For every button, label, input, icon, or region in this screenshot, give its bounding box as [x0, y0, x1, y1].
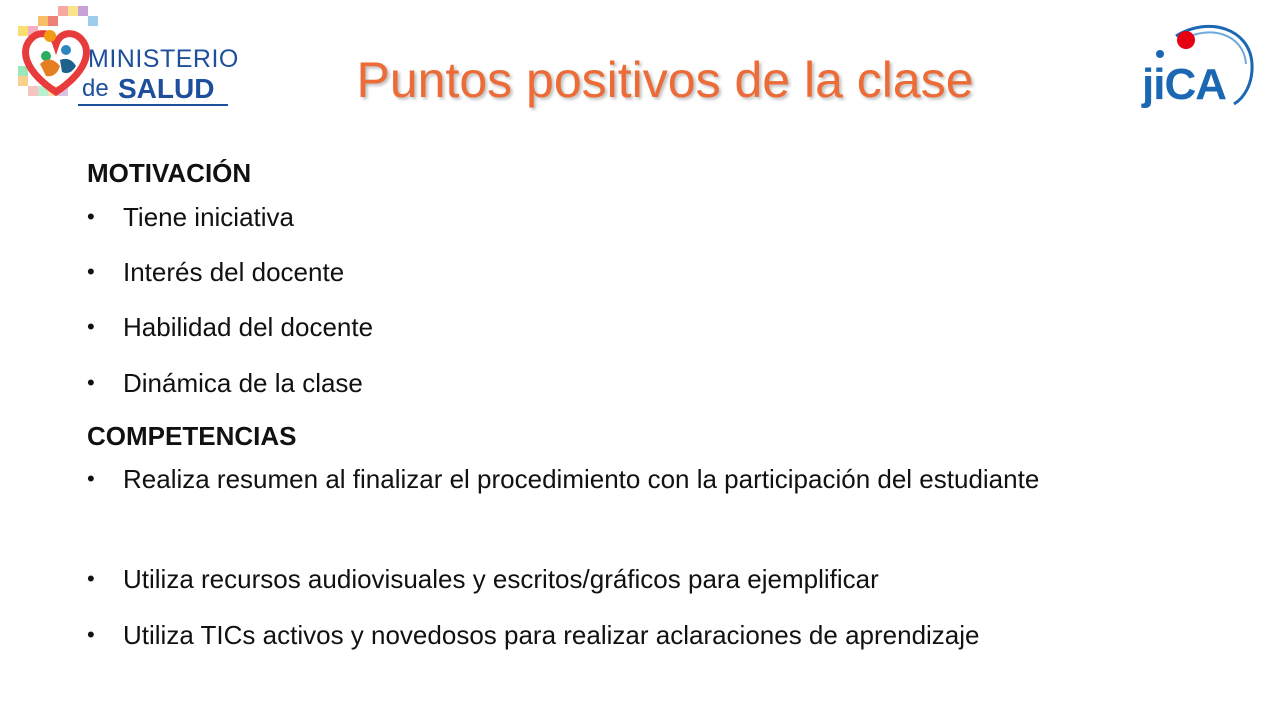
bullet-dot: •	[87, 370, 95, 395]
bullet-dot: •	[87, 259, 95, 284]
list-item-text: Utiliza TICs activos y novedosos para realizar aclaraciones de aprendizaje	[123, 620, 980, 650]
list-item	[87, 196, 1167, 238]
de-text: de	[82, 75, 109, 102]
bullet-dot: •	[87, 204, 95, 229]
section-heading-competencias: COMPETENCIAS	[87, 421, 297, 451]
list-item	[87, 251, 1167, 293]
section-heading-motivacion: MOTIVACIÓN	[87, 158, 252, 188]
bullet-dot: •	[87, 622, 95, 647]
bullet-dot: •	[87, 466, 95, 491]
list-item-text: Tiene iniciativa	[123, 202, 295, 232]
list-item-text: Realiza resumen al finalizar el procedimiento con la participación del estudiante	[123, 464, 1040, 494]
list-item-text: Utiliza recursos audiovisuales y escritos/gráficos para ejemplificar	[123, 564, 879, 594]
list-item	[87, 614, 1167, 656]
list-item-text: Interés del docente	[123, 257, 345, 287]
list-item-text: Habilidad del docente	[123, 312, 374, 342]
list-item	[87, 458, 1167, 500]
slide-title: Puntos positivos de la clase	[356, 52, 974, 108]
salud-text: SALUD	[118, 73, 215, 104]
list-item	[87, 558, 1167, 600]
list-item-text: Dinámica de la clase	[123, 368, 363, 398]
ministerio-text: MINISTERIO	[88, 45, 239, 73]
bullet-dot: •	[87, 314, 95, 339]
list-item	[87, 362, 1167, 404]
list-item	[87, 306, 1167, 348]
bullet-dot: •	[87, 566, 95, 591]
jica-text: jiCA	[1142, 60, 1226, 109]
